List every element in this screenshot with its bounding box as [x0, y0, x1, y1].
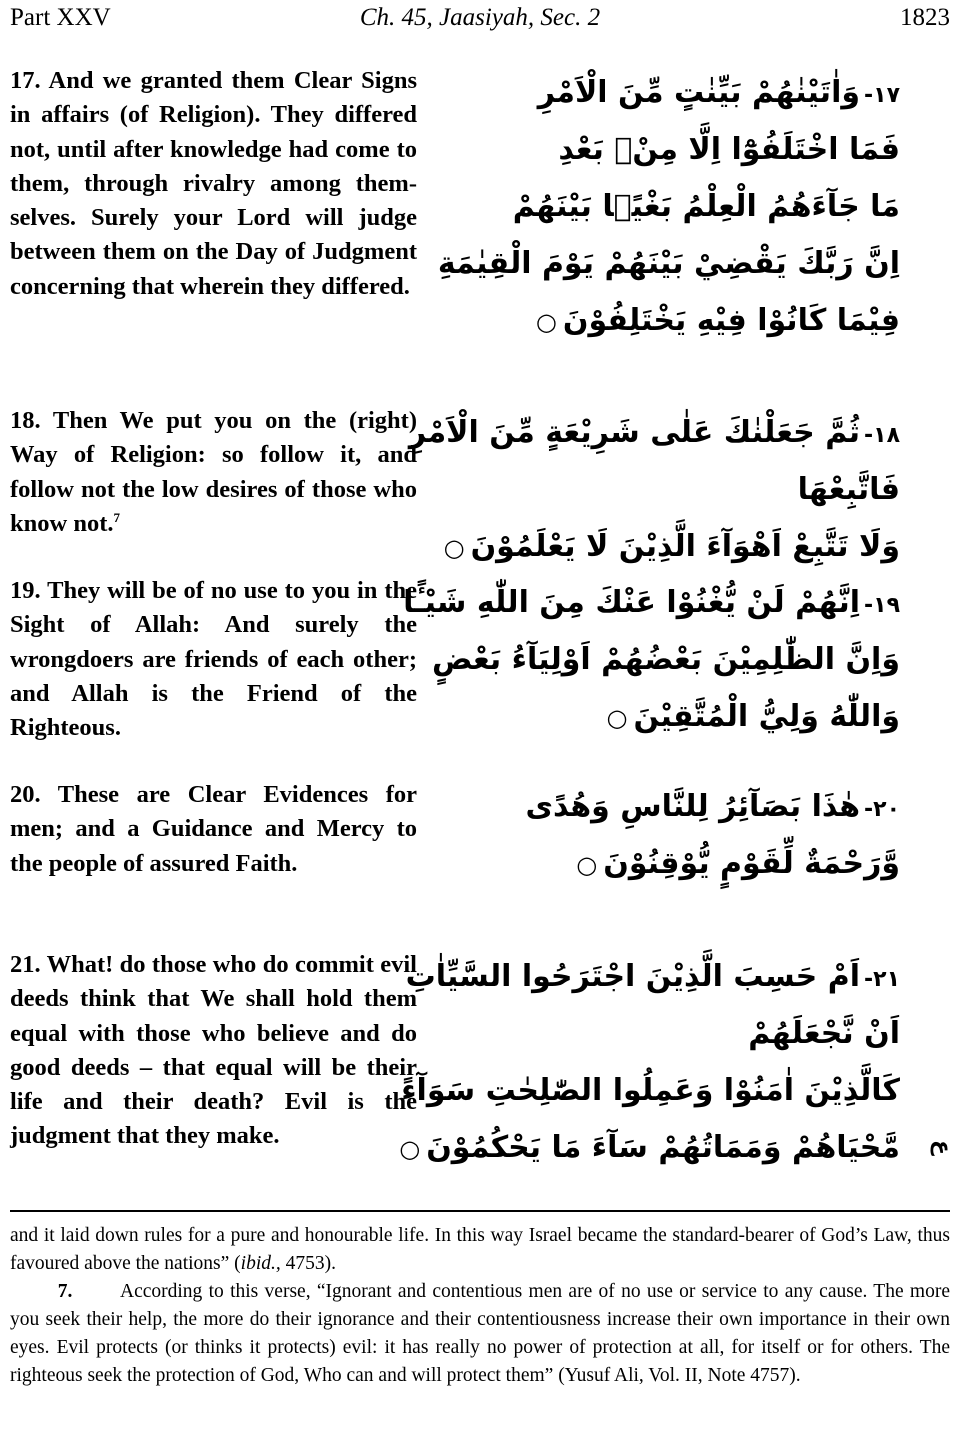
arabic-line: مَّحْيَاهُمْ وَمَمَاتُهُمْ سَآءَ مَا يَحْكُمُوْنَ○	[399, 1130, 900, 1165]
verse-translation: 20. These are Clear Evidences for men; and a Guidance and Mercy to the people of assured Faith.	[10, 781, 417, 877]
verse-arabic	[408, 404, 900, 575]
verse-end-mark: ○	[606, 704, 628, 732]
verse-number-arabic: ١٧-	[864, 83, 900, 108]
footnote-continuation: and it laid down rules for a pure and honourable life. In this way Israel became the standard-bearer of God’s Law, thus favoured above the nations” (ibid., 4753).	[10, 1225, 950, 1274]
verse-arabic	[480, 778, 900, 892]
page-number: 1823	[900, 4, 950, 31]
arabic-line: وَاِنَّ الظّٰلِمِيْنَ بَعْضُهُمْ اَوْلِيَآءُ بَعْضٍ	[432, 642, 900, 677]
verse-end-mark: ○	[535, 308, 557, 336]
ruku-mark: ع	[930, 1140, 955, 1156]
verse-number-arabic: ١٨-	[864, 423, 900, 448]
footnote-text: According to this verse, “Ignorant and contentious men are of no use or service to any cause. The more you seek their help, the more do their ignorance and their contentiousness increase their own importance in their own eyes. Evil protects (or thinks it protects) evil: it has really no power of protection at all, for itself or for others. The righteous seek the protection of God, Who can and will protect them” (Yusuf Ali, Vol. II, Note 4757).	[10, 1281, 950, 1386]
page-header	[10, 2, 950, 42]
arabic-line: فَمَا اخْتَلَفُوْٓا اِلَّا مِنْۢ بَعْدِ	[558, 132, 900, 167]
arabic-line: ٢٠-هٰذَا بَصَآئِرُ لِلنَّاسِ وَهُدًى	[525, 789, 900, 824]
verse-end-mark: ○	[576, 851, 598, 879]
verse-translation: 18. Then We put you on the (right) Way of Religion: so follow it, and follow not the low desires of those who know not.$^7$	[10, 407, 417, 537]
arabic-line: فَاتَّبِعْهَا	[797, 472, 900, 507]
arabic-line: مَا جَآءَهُمُ الْعِلْمُ بَغْيًۢا بَيْنَهُمْ	[512, 189, 900, 224]
verse-arabic	[437, 64, 900, 349]
verse-number-arabic: ٢١-	[864, 967, 900, 992]
arabic-line: كَالَّذِيْنَ اٰمَنُوْا وَعَمِلُوا الصّٰلِحٰتِ سَوَآءً	[401, 1073, 900, 1108]
footnote-ref: 7	[113, 509, 120, 525]
arabic-line: اَنْ نَّجْعَلَهُمْ	[748, 1016, 900, 1051]
verse-end-mark: ○	[443, 534, 465, 562]
arabic-line: وَّرَحْمَةٌ لِّقَوْمٍ يُّوْقِنُوْنَ○	[576, 846, 900, 881]
footnotes	[10, 1222, 950, 1390]
verse-number-arabic: ١٩-	[864, 593, 900, 618]
arabic-line: وَاللّٰهُ وَلِيُّ الْمُتَّقِيْنَ○	[606, 699, 900, 734]
arabic-line: وَلَا تَتَّبِعْ اَهْوَآءَ الَّذِيْنَ لَا يَعْلَمُوْنَ○	[443, 529, 900, 564]
footnote-number: 7.	[57, 1281, 73, 1302]
part-label: Part XXV	[10, 4, 111, 31]
footnote-7	[10, 1278, 950, 1390]
verse-arabic	[399, 948, 900, 1176]
arabic-line: ٢١-اَمْ حَسِبَ الَّذِيْنَ اجْتَرَحُوا السَّيِّاٰتِ	[405, 959, 900, 994]
footnote-divider	[10, 1210, 950, 1212]
arabic-line: ١٨-ثُمَّ جَعَلْنٰكَ عَلٰى شَرِيْعَةٍ مِّنَ الْاَمْرِ	[408, 415, 900, 450]
verse-end-mark: ○	[399, 1135, 421, 1163]
verse-translation: 19. They will be of no use to you in the Sight of Allah: And surely the wrongdoers are friends of each other; and Allah is the Friend of the Righteous.	[10, 577, 417, 742]
arabic-line: ١٧-وَاٰتَيْنٰهُمْ بَيِّنٰتٍ مِّنَ الْاَمْرِ	[537, 75, 900, 110]
verse-number-arabic: ٢٠-	[864, 797, 900, 822]
arabic-line: فِيْمَا كَانُوْا فِيْهِ يَخْتَلِفُوْنَ○	[535, 303, 900, 338]
verse-translation: 17. And we granted them Clear Signs in affairs (of Religion). They differed not, until after knowledge had come to them, through rivalry among them-selves. Surely your Lord will judge between them on the Day of Judgment concerning that wherein they differed.	[10, 67, 417, 300]
arabic-line: اِنَّ رَبَّكَ يَقْضِيْ بَيْنَهُمْ يَوْمَ الْقِيٰمَةِ	[437, 246, 900, 281]
arabic-line: ١٩-اِنَّهُمْ لَنْ يُّغْنُوْا عَنْكَ مِنَ اللّٰهِ شَيْـًٔا	[403, 585, 900, 620]
verse-translation: 21. What! do those who do commit evil deeds think that We shall hold them equal with those who believe and do good deeds – that equal will be their life and their death? Evil is the judgment that they make.	[10, 951, 417, 1150]
verse-arabic	[403, 574, 900, 745]
chapter-title: Ch. 45, Jaasiyah, Sec. 2	[359, 4, 601, 31]
